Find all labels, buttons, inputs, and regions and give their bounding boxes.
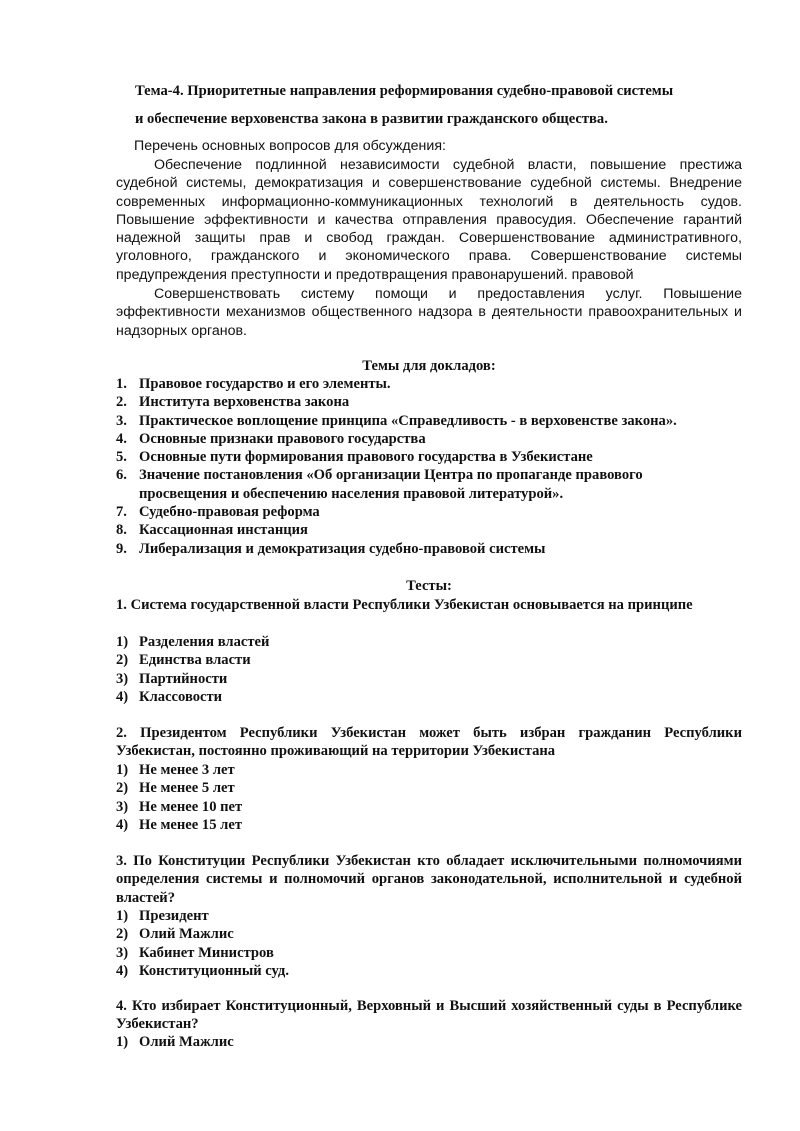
discussion-paragraph-1: Обеспечение подлинной независимости судебной власти, повышение престижа судебной системы, демократизация и совершенствование судебной системы. Внедрение современных информационно-коммуникационных технологий в деятельность судов. Повышение эффективности и качества отправления правосудия. Обеспечение гарантий надежной защиты прав и свобод граждан. Совершенствование административного, уголовного, гражданского и экономического права. Совершенствование системы предупреждения преступности и предотвращения правонарушений. правовой [116, 157, 742, 283]
topic-item: 8. Кассационная инстанция [116, 522, 308, 539]
topics-heading: Темы для докладов: [362, 358, 496, 374]
topics-list [116, 375, 756, 558]
answer-option: 4) Конституционный суд. [116, 962, 289, 979]
test-question-1: 1. Система государственной власти Республики Узбекистан основывается на принципе [116, 597, 693, 613]
test-question-2: 2. Президентом Республики Узбекистан может быть избран гражданин Республики Узбекистан, постоянно проживающий на территории Узбекистана [116, 725, 742, 760]
answer-option: 2) Единства власти [116, 652, 251, 669]
test-answers-3 [116, 907, 742, 980]
answer-option: 2) Не менее 5 лет [116, 780, 235, 797]
answer-option: 1) Разделения властей [116, 634, 270, 650]
answer-option: 1) Президент [116, 908, 209, 924]
topic-item: 9. Либерализация и демократизация судебно-правовой системы [116, 540, 546, 557]
topic-item: 2. Института верховенства закона [116, 394, 350, 411]
test-answers-2 [116, 761, 742, 834]
test-question-3: 3. По Конституции Республики Узбекистан кто обладает исключительными полномочиями определения системы и полномочий органов законодательной, исполнительной и судебной властей? [116, 853, 742, 906]
topic-item: 7. Судебно-правовая реформа [116, 504, 320, 521]
test-question-4: 4. Кто избирает Конституционный, Верховный и Высший хозяйственный суды в Республике Узбекистан? [116, 998, 742, 1033]
answer-option: 3) Кабинет Министров [116, 944, 274, 961]
topic-item: 5. Основные пути формирования правового государства в Узбекистане [116, 449, 593, 466]
answer-option: 3) Партийности [116, 670, 228, 687]
answer-option: 4) Не менее 15 лет [116, 816, 242, 833]
discussion-paragraph-2: Совершенствовать систему помощи и предоставления услуг. Повышение эффективности механизмов общественного надзора в деятельности правоохранительных и надзорных органов. [116, 286, 742, 339]
topic-title-line-2: и обеспечение верховенства закона в развитии гражданского общества. [135, 111, 608, 127]
answer-option: 2) Олий Мажлис [116, 926, 234, 943]
topic-item: 3. Практическое воплощение принципа «Справедливость - в верховенстве закона». [116, 412, 677, 429]
tests-heading: Тесты: [406, 578, 452, 594]
topic-item: 6. Значение постановления «Об организации Центра по пропаганде правового просвещения и обеспечению населения правовой литературой». [116, 467, 643, 502]
topic-title-line-1: Тема-4. Приоритетные направления реформирования судебно-правовой системы [135, 83, 674, 99]
answer-option: 1) Олий Мажлис [116, 1034, 234, 1050]
topic-item: 1. Правовое государство и его элементы. [116, 376, 391, 392]
test-answers-4 [116, 1033, 742, 1051]
answer-option: 3) Не менее 10 пет [116, 798, 243, 815]
answer-option: 4) Классовости [116, 688, 223, 705]
answer-option: 1) Не менее 3 лет [116, 762, 235, 778]
discussion-lead: Перечень основных вопросов для обсуждения: [134, 138, 446, 154]
topic-item: 4. Основные признаки правового государства [116, 430, 426, 447]
test-answers-1 [116, 633, 742, 706]
